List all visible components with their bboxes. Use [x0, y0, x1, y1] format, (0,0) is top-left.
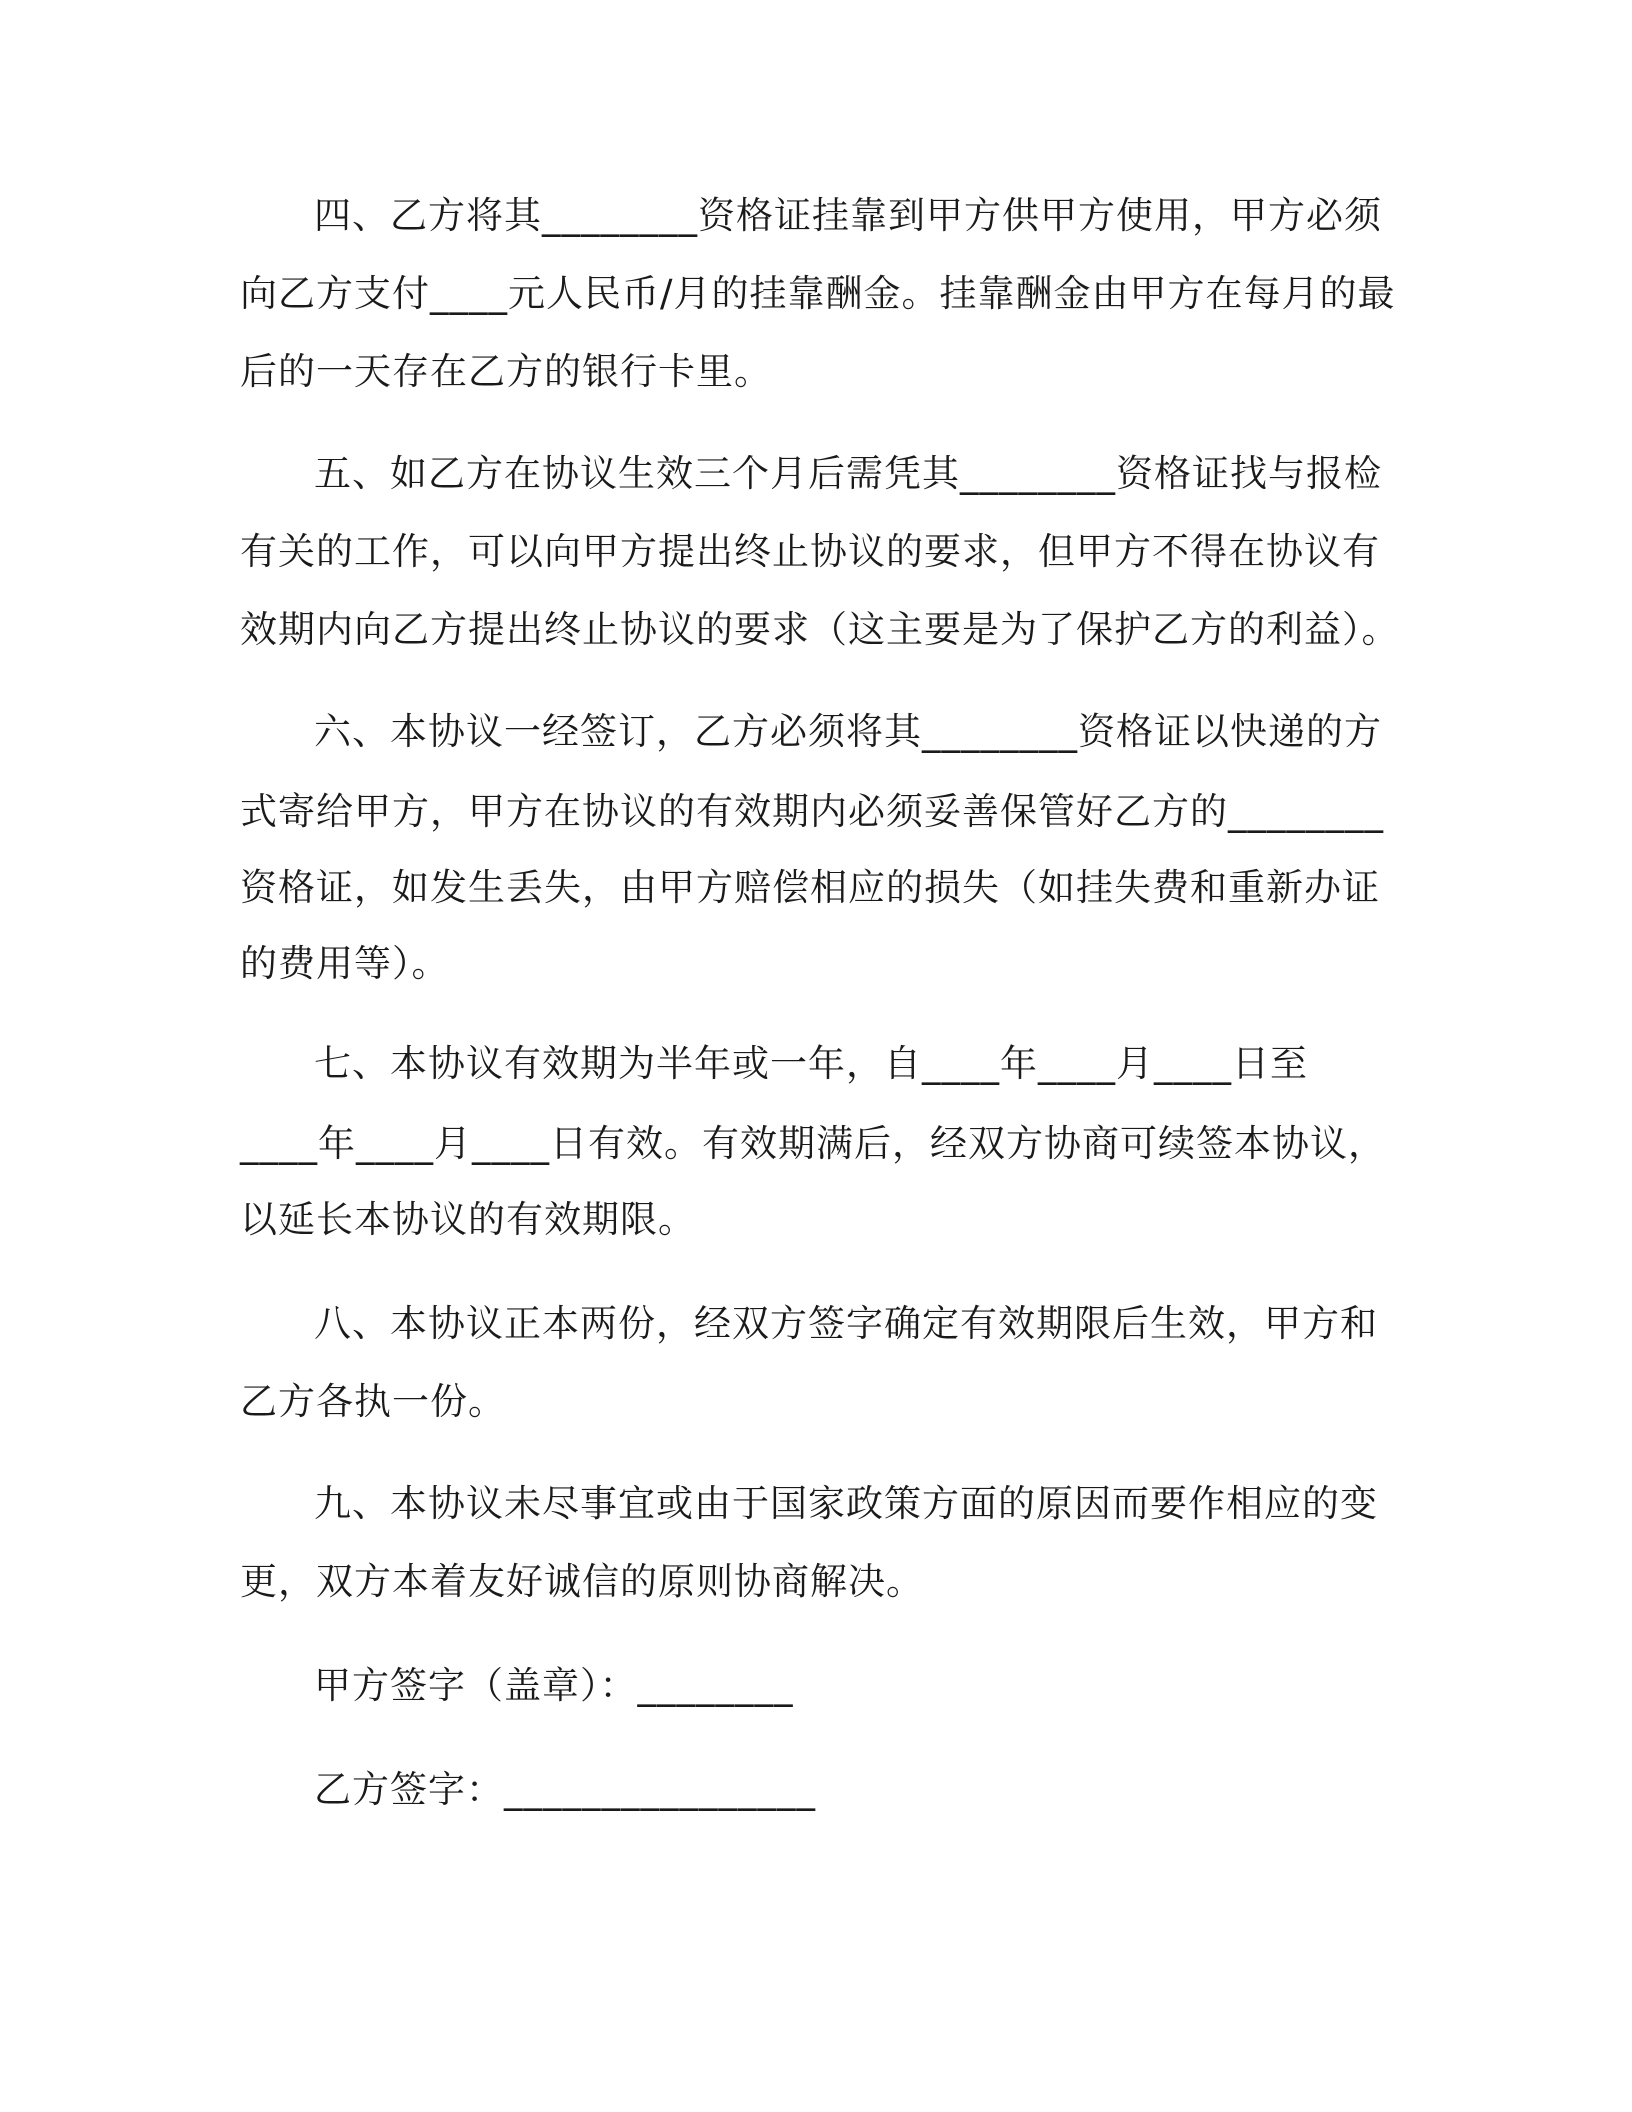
clause-6-line-1: 六、本协议一经签订，乙方必须将其________资格证以快递的方 [314, 710, 1382, 753]
clause-8-line-2: 乙方各执一份。 [240, 1380, 506, 1423]
clause-6-line-4: 的费用等）。 [240, 942, 450, 985]
clause-7-line-2: ____年____月____日有效。有效期满后，经双方协商可续签本协议， [240, 1122, 1386, 1165]
clause-7-line-1: 七、本协议有效期为半年或一年，自____年____月____日至 [314, 1042, 1308, 1085]
party-a-signature: 甲方签字（盖章）：________ [314, 1664, 794, 1707]
clause-4-line-2: 向乙方支付____元人民币/月的挂靠酬金。挂靠酬金由甲方在每月的最 [240, 272, 1396, 315]
clause-8-line-1: 八、本协议正本两份，经双方签字确定有效期限后生效，甲方和 [314, 1302, 1378, 1345]
clause-5-line-2: 有关的工作，可以向甲方提出终止协议的要求，但甲方不得在协议有 [240, 530, 1380, 573]
party-b-signature: 乙方签字：________________ [314, 1768, 816, 1811]
clause-6-line-2: 式寄给甲方，甲方在协议的有效期内必须妥善保管好乙方的________ [240, 790, 1384, 833]
clause-5-line-3: 效期内向乙方提出终止协议的要求（这主要是为了保护乙方的利益）。 [240, 608, 1400, 651]
clause-5-line-1: 五、如乙方在协议生效三个月后需凭其________资格证找与报检 [314, 452, 1382, 495]
clause-9-line-1: 九、本协议未尽事宜或由于国家政策方面的原因而要作相应的变 [314, 1482, 1378, 1525]
clause-9-line-2: 更，双方本着友好诚信的原则协商解决。 [240, 1560, 924, 1603]
clause-7-line-3: 以延长本协议的有效期限。 [240, 1198, 696, 1241]
clause-6-line-3: 资格证，如发生丢失，由甲方赔偿相应的损失（如挂失费和重新办证 [240, 866, 1380, 909]
clause-4-line-1: 四、乙方将其________资格证挂靠到甲方供甲方使用，甲方必须 [314, 194, 1382, 237]
clause-4-line-3: 后的一天存在乙方的银行卡里。 [240, 350, 772, 393]
